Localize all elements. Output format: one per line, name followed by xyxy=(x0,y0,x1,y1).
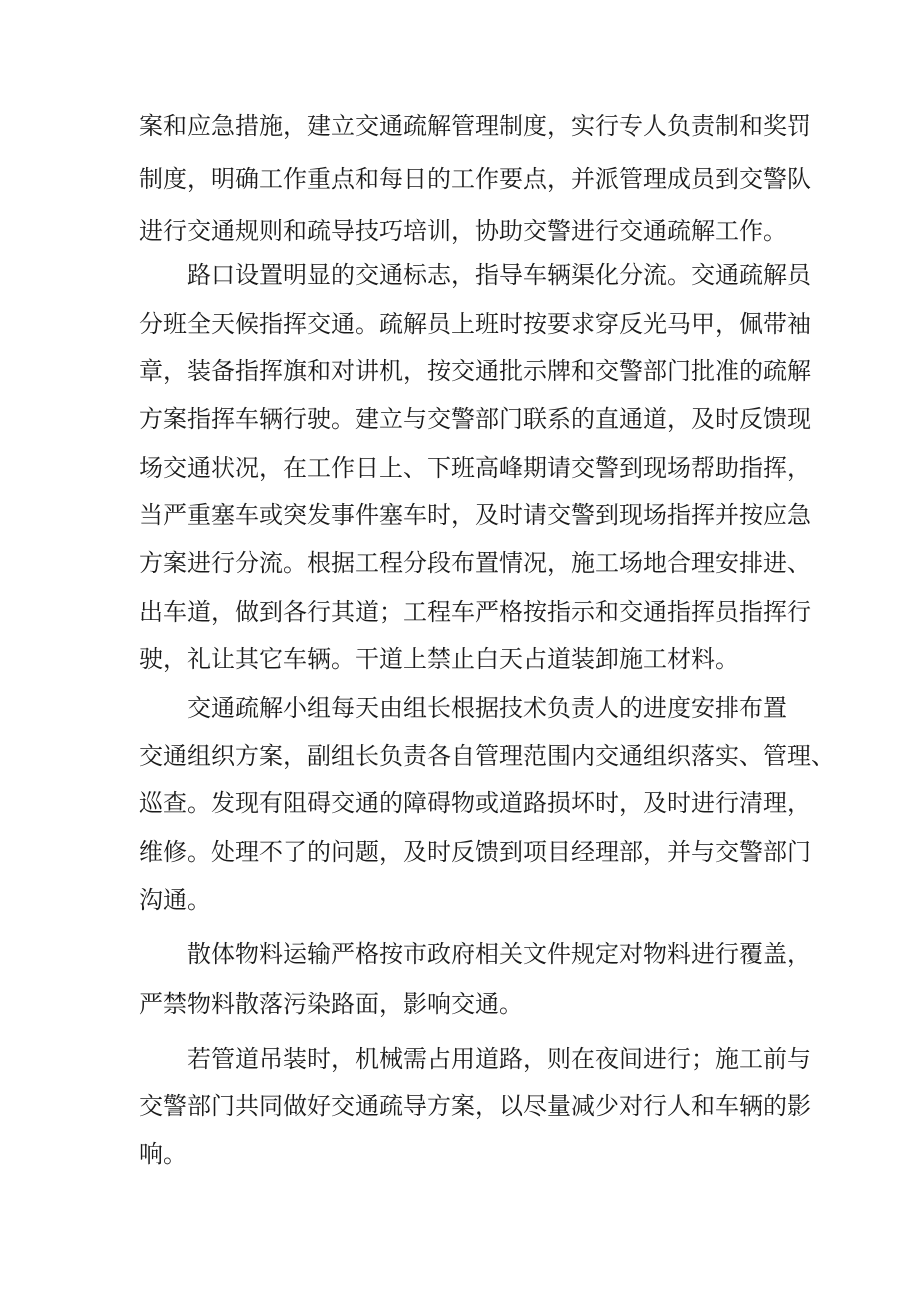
paragraph-2-line-2: 分班全天候指挥交通。疏解员上班时按要求穿反光马甲，佩带袖 xyxy=(139,310,811,338)
paragraph-3-line-2: 交通组织方案，副组长负责各自管理范围内交通组织落实、管理、 xyxy=(139,742,835,770)
paragraph-2-line-7: 方案进行分流。根据工程分段布置情况，施工场地合理安排进、 xyxy=(139,549,811,577)
paragraph-2-line-5: 场交通状况，在工作日上、下班高峰期请交警到现场帮助指挥， xyxy=(139,454,811,482)
paragraph-5-line-3: 响。 xyxy=(139,1140,187,1168)
paragraph-5-line-2: 交警部门共同做好交通疏导方案，以尽量减少对行人和车辆的影 xyxy=(139,1092,811,1120)
paragraph-5-line-1: 若管道吊装时，机械需占用道路，则在夜间进行；施工前与 xyxy=(187,1045,811,1073)
paragraph-2-line-1: 路口设置明显的交通标志，指导车辆渠化分流。交通疏解员 xyxy=(187,261,811,289)
paragraph-1-line-2: 制度，明确工作重点和每日的工作要点，并派管理成员到交警队 xyxy=(139,165,811,193)
paragraph-3-line-3: 巡查。发现有阻碍交通的障碍物或道路损坏时，及时进行清理， xyxy=(139,789,811,817)
paragraph-3-line-5: 沟通。 xyxy=(139,886,211,914)
paragraph-4-line-2: 严禁物料散落污染路面，影响交通。 xyxy=(139,990,523,1018)
paragraph-2-line-9: 驶，礼让其它车辆。干道上禁止白天占道装卸施工材料。 xyxy=(139,645,739,673)
paragraph-1-line-1: 案和应急措施，建立交通疏解管理制度，实行专人负责制和奖罚 xyxy=(139,112,811,140)
paragraph-3-line-4: 维修。处理不了的问题，及时反馈到项目经理部，并与交警部门 xyxy=(139,838,811,866)
paragraph-1-line-3: 进行交通规则和疏导技巧培训，协助交警进行交通疏解工作。 xyxy=(139,217,787,245)
paragraph-2-line-8: 出车道，做到各行其道；工程车严格按指示和交通指挥员指挥行 xyxy=(139,598,811,626)
paragraph-3-line-1: 交通疏解小组每天由组长根据技术负责人的进度安排布置 xyxy=(187,694,787,722)
paragraph-2-line-3: 章，装备指挥旗和对讲机，按交通批示牌和交警部门批准的疏解 xyxy=(139,357,811,385)
paragraph-2-line-4: 方案指挥车辆行驶。建立与交警部门联系的直通道，及时反馈现 xyxy=(139,405,811,433)
paragraph-2-line-6: 当严重塞车或突发事件塞车时，及时请交警到现场指挥并按应急 xyxy=(139,501,811,529)
paragraph-4-line-1: 散体物料运输严格按市政府相关文件规定对物料进行覆盖， xyxy=(187,940,811,968)
